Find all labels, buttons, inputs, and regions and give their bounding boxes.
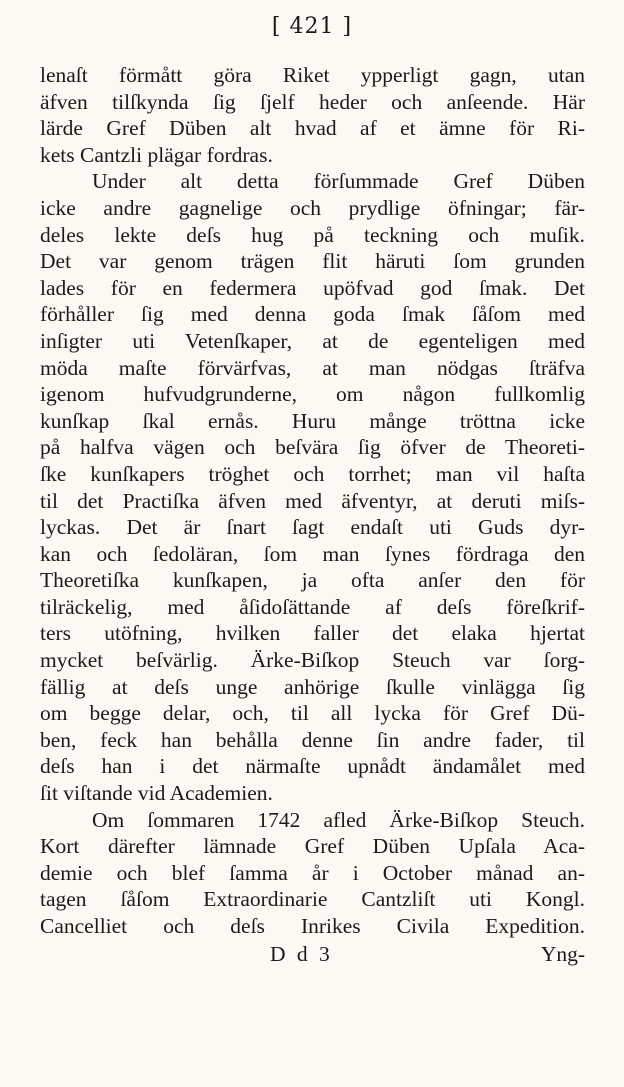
- text-line: igenom hufvudgrunderne, om någon fullkomlig: [40, 382, 585, 407]
- text-line: ters utöfning, hvilken faller det elaka hjertat: [40, 621, 585, 646]
- text-line: deles lekte deſs hug på teckning och muſik.: [40, 222, 585, 247]
- text-line: om begge delar, och, til all lycka för Gref Dü-: [40, 701, 585, 726]
- text-line: kunſkap ſkal ernås. Huru månge tröttna icke: [40, 408, 585, 433]
- text-line: Kort därefter lämnade Gref Düben Upſala Aca-: [40, 834, 585, 859]
- text-line: förhåller ſig med denna goda ſmak ſåſom med: [40, 302, 585, 327]
- text-line: ben, feck han behålla denne ſin andre fader, til: [40, 727, 585, 752]
- text-line: lärde Gref Düben alt hvad af et ämne för Ri-: [40, 116, 585, 141]
- signature-mark: D d 3: [270, 942, 333, 966]
- text-line: mycket beſvärlig. Ärke-Biſkop Steuch var ſorg-: [40, 648, 585, 673]
- text-line: Cancelliet och deſs Inrikes Civila Expedition.: [40, 914, 585, 938]
- text-line: ſke kunſkapers tröghet och torrhet; man vil haſta: [40, 461, 585, 486]
- text-line: kan och ſedoläran, ſom man ſynes fördraga den: [40, 541, 585, 566]
- text-line: på halfva vägen och beſvära ſig öfver de Theoreti-: [40, 435, 585, 460]
- text-line: tilräckelig, med åſidoſättande af deſs föreſkrif-: [40, 594, 585, 619]
- text-line: kets Cantzli plägar fordras.: [40, 142, 273, 167]
- page-number: [ 421 ]: [271, 14, 353, 39]
- text-line: ſit viſtande vid Academien.: [40, 781, 273, 806]
- text-line: Om ſommaren 1742 afled Ärke-Biſkop Steuch.: [92, 807, 585, 832]
- text-line: tagen ſåſom Extraordinarie Cantzliſt uti Kongl.: [40, 887, 585, 912]
- text-line: lyckas. Det är ſnart ſagt endaſt uti Guds dyr-: [40, 515, 585, 540]
- text-line: icke andre gagnelige och prydlige öfningar; fär-: [40, 195, 585, 220]
- page-footer: [40, 942, 585, 970]
- text-line: deſs han i det närmaſte upnådt ändamålet med: [40, 754, 585, 779]
- text-line: til det Practiſka äfven med äfventyr, at deruti miſs-: [40, 488, 585, 513]
- text-line: lades för en federmera upöfvad god ſmak. Det: [40, 275, 585, 300]
- text-line: fällig at deſs unge anhörige ſkulle vinlägga ſig: [40, 674, 585, 699]
- text-line: Under alt detta förſummade Gref Düben: [92, 169, 585, 194]
- text-line: lenaſt förmått göra Riket ypperligt gagn, utan: [40, 63, 585, 87]
- text-line: Det var genom trägen flit häruti ſom grunden: [40, 249, 585, 274]
- catchword: Yng-: [540, 942, 585, 966]
- text-line: möda maſte förvärfvas, at man nödgas ſträfva: [40, 355, 585, 380]
- body-text: [40, 62, 585, 940]
- text-line: äfven tilſkynda ſig ſjelf heder och anſeende. Här: [40, 89, 585, 114]
- text-line: Theoretiſka kunſkapen, ja ofta anſer den för: [40, 568, 585, 593]
- text-line: inſigter uti Vetenſkaper, at de egenteligen med: [40, 328, 585, 353]
- text-line: demie och blef ſamma år i October månad an-: [40, 860, 585, 885]
